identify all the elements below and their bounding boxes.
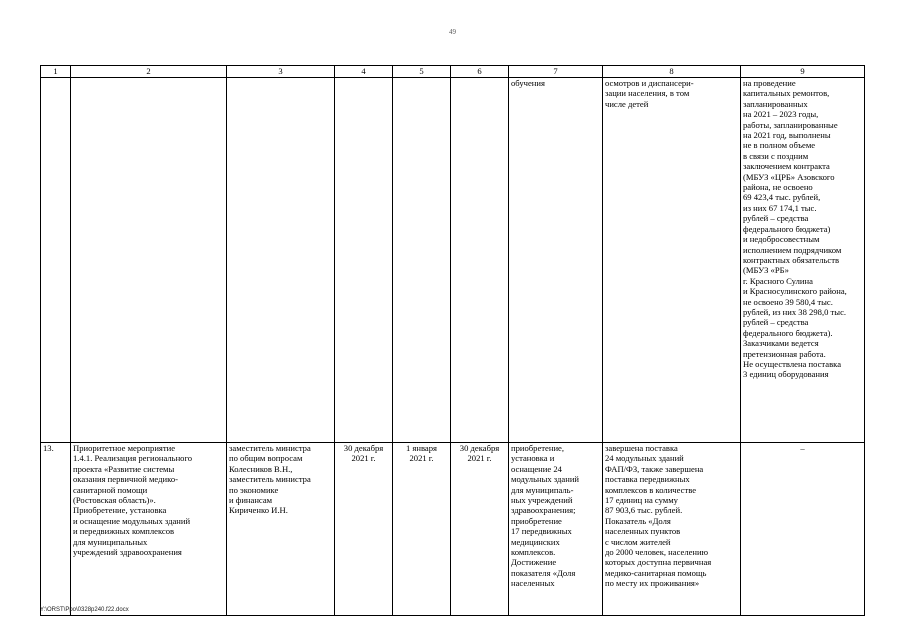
table-cell — [393, 78, 451, 443]
table-cell — [227, 78, 335, 443]
date-cell: 1 января 2021 г. — [393, 443, 451, 616]
row-number-cell: 13. — [41, 443, 71, 616]
column-header: 2 — [71, 66, 227, 78]
date-cell: 30 декабря 2021 г. — [335, 443, 393, 616]
column-header: 6 — [451, 66, 509, 78]
notes-cell: – — [741, 443, 865, 616]
table-cell — [41, 78, 71, 443]
file-path-footer: Y:\ORST\Ppo\0328p240.f22.docx — [40, 607, 129, 613]
activity-cell: Приоритетное мероприятие 1.4.1. Реализация регионального проекта «Развитие системы оказания первичной медико- санитарной помощи (Ростовская область)». Приобретение, установка и оснащение модульных зданий и передвижных комплексов для муниципальных учреждений здравоохранения — [71, 443, 227, 616]
column-header: 3 — [227, 66, 335, 78]
column-header: 1 — [41, 66, 71, 78]
table-row — [41, 443, 865, 616]
table-cell — [451, 78, 509, 443]
report-table — [40, 65, 865, 616]
expected-result-cell: приобретение, установка и оснащение 24 модульных зданий для муниципаль- ных учреждений здравоохранения; приобретение 17 передвижных медицинских комплексов. Достижение показателя «Доля населенных — [509, 443, 603, 616]
actual-result-cell: завершена поставка 24 модульных зданий ФАП/ФЗ, также завершена поставка передвижных комплексов в количестве 17 единиц на сумму 87 903,6 тыс. рублей. Показатель «Доля населенных пунктов с числом жителей до 2000 человек, населению которых доступна первичная медико-санитарная помощь по месту их проживания» — [603, 443, 741, 616]
table-cell: обучения — [509, 78, 603, 443]
column-number-row — [41, 66, 865, 78]
page-number: 49 — [449, 28, 456, 36]
column-header: 9 — [741, 66, 865, 78]
column-header: 7 — [509, 66, 603, 78]
column-header: 4 — [335, 66, 393, 78]
table-cell — [71, 78, 227, 443]
date-cell: 30 декабря 2021 г. — [451, 443, 509, 616]
table-row — [41, 78, 865, 443]
responsible-cell: заместитель министра по общим вопросам Колесников В.Н., заместитель министра по экономике и финансам Кириченко И.Н. — [227, 443, 335, 616]
column-header: 5 — [393, 66, 451, 78]
table-cell: осмотров и диспансери- зации населения, в том числе детей — [603, 78, 741, 443]
table-cell — [335, 78, 393, 443]
table-cell: на проведение капитальных ремонтов, запланированных на 2021 – 2023 годы, работы, запланированные на 2021 год, выполнены не в полном объеме в связи с поздним заключением контракта (МБУЗ «ЦРБ» Азовского района, не освоено 69 423,4 тыс. рублей, из них 67 174,1 тыс. рублей – средства федерального бюджета) и недобросовестным исполнением подрядчиком контрактных обязательств (МБУЗ «РБ» г. Красного Сулина и Красносулинского района, не освоено 39 580,4 тыс. рублей, из них 38 298,0 тыс. рублей – средства федерального бюджета). Заказчиками ведется претензионная работа. Не осуществлена поставка 3 единиц оборудования — [741, 78, 865, 443]
column-header: 8 — [603, 66, 741, 78]
